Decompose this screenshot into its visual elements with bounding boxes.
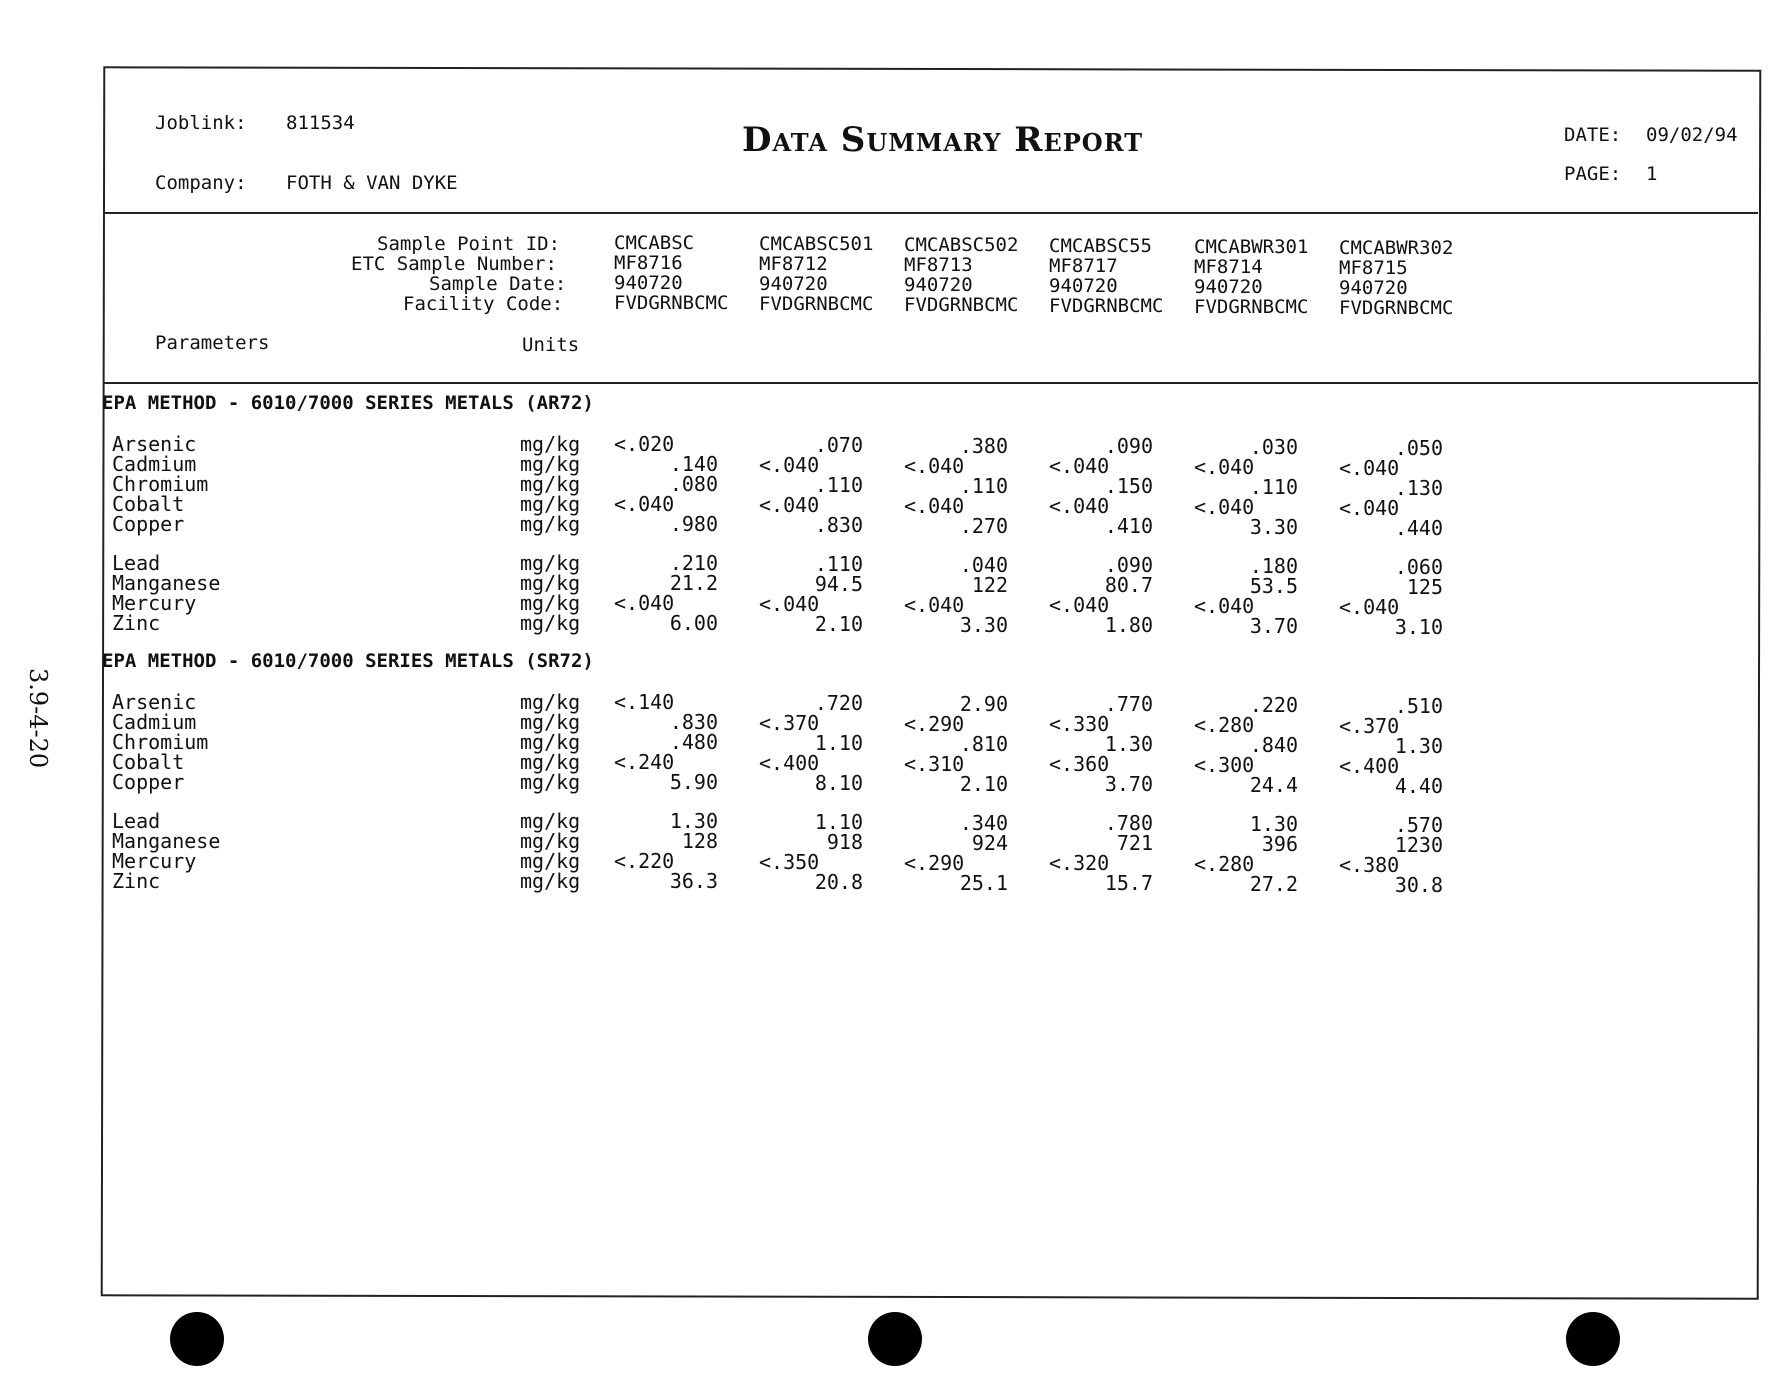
parameter-name: Lead [112,809,161,833]
value-cell: 94.5 [814,571,863,596]
value-cell: .090 [1104,434,1153,459]
value-cell: 3.30 [959,612,1008,637]
value-cell: <.330 [1049,712,1110,737]
sample-point-id: CMCABSC55 [1049,235,1152,257]
value-cell: 24.4 [1249,773,1298,798]
value-cell: 21.2 [669,571,718,595]
value-cell: <.040 [1194,495,1255,520]
value-cell: .770 [1104,692,1153,717]
parameter-unit: mg/kg [520,571,581,595]
column-header-divider [104,382,1758,384]
value-cell: <.040 [1339,456,1400,480]
value-cell: .210 [669,551,718,575]
value-cell: <.300 [1194,753,1255,778]
parameter-unit: mg/kg [520,512,581,536]
value-cell: <.220 [614,849,675,873]
value-cell: <.040 [1049,494,1110,519]
value-cell: 721 [1116,831,1153,856]
value-cell: .090 [1104,553,1153,578]
parameter-unit: mg/kg [520,432,581,456]
value-cell: <.040 [1194,455,1255,480]
value-cell: 1.30 [669,809,718,833]
parameter-unit: mg/kg [520,730,581,754]
sample-etc: MF8717 [1049,255,1118,277]
sample-column-2 [759,234,873,314]
value-cell: 5.90 [669,770,718,794]
parameter-unit: mg/kg [520,770,581,794]
value-cell: 1.10 [814,809,863,834]
value-cell: <.040 [1339,595,1400,619]
sample-date: 940720 [614,272,683,294]
sample-etc: MF8712 [759,253,828,275]
sample-facility: FVDGRNBCMC [1049,295,1164,317]
parameter-unit: mg/kg [520,809,581,833]
value-cell: 4.40 [1394,774,1443,798]
value-cell: .340 [959,810,1008,835]
parameter-name: Zinc [112,869,161,893]
binder-hole-center [868,1312,922,1366]
sample-column-4 [1049,236,1163,316]
parameter-unit: mg/kg [520,611,581,635]
parameter-name: Cadmium [112,710,197,734]
value-cell: <.360 [1049,752,1110,777]
report-title: Data Summary Report [742,120,1144,160]
parameter-name: Cobalt [112,750,185,774]
value-cell: <.280 [1194,852,1255,877]
value-cell: 1.30 [1249,812,1298,837]
value-cell: 25.1 [959,870,1008,895]
company-value: FOTH & VAN DYKE [286,172,458,194]
parameter-unit: mg/kg [520,551,581,575]
parameter-name: Chromium [112,472,209,496]
value-cell: <.040 [614,492,675,516]
value-cell: <.040 [904,592,965,617]
sample-point-id: CMCABWR301 [1194,236,1309,258]
parameter-name: Manganese [112,829,221,853]
header-divider [104,212,1758,214]
value-cell: <.280 [1194,713,1255,738]
parameter-name: Arsenic [112,432,197,456]
value-cell: .140 [669,452,718,476]
value-cell: .810 [959,731,1008,756]
value-cell: 3.10 [1394,615,1443,639]
sample-etc: MF8715 [1339,257,1408,279]
sample-facility: FVDGRNBCMC [759,293,874,315]
sample-facility: FVDGRNBCMC [904,294,1019,316]
sample-column-5 [1194,237,1308,317]
value-cell: 396 [1261,832,1298,857]
value-cell: <.040 [1194,594,1255,619]
value-cell: .060 [1394,555,1443,579]
sample-column-3 [904,235,1018,315]
value-cell: 3.70 [1104,772,1153,797]
units-header: Units [522,334,580,356]
value-cell: <.040 [1049,593,1110,618]
value-cell: 924 [971,830,1008,855]
joblink-value: 811534 [286,112,355,134]
value-cell: .030 [1249,435,1298,460]
binder-hole-right [1566,1312,1620,1366]
value-cell: <.320 [1049,851,1110,876]
parameter-unit: mg/kg [520,690,581,714]
sample-column-6 [1339,238,1453,318]
value-cell: <.040 [614,591,675,615]
value-cell: .480 [669,730,718,754]
value-cell: <.370 [759,710,820,735]
value-cell: <.040 [904,493,965,518]
value-cell: <.040 [1339,496,1400,520]
facility-code-label: Facility Code: [403,293,564,315]
value-cell: 6.00 [669,611,718,635]
value-cell: <.140 [614,690,675,714]
value-cell: .050 [1394,436,1443,460]
value-cell: <.400 [1339,754,1400,778]
sample-point-id: CMCABSC502 [904,234,1019,256]
value-cell: <.040 [759,492,820,517]
value-cell: .080 [669,472,718,496]
value-cell: .570 [1394,813,1443,837]
value-cell: <.380 [1339,853,1400,877]
parameter-unit: mg/kg [520,472,581,496]
parameter-name: Arsenic [112,690,197,714]
value-cell: <.400 [759,750,820,775]
binder-hole-left [170,1312,224,1366]
value-cell: <.040 [759,452,820,477]
parameter-name: Mercury [112,849,197,873]
value-cell: .410 [1104,514,1153,539]
sample-etc: MF8713 [904,254,973,276]
parameter-unit: mg/kg [520,829,581,853]
date-value: 09/02/94 [1646,124,1738,146]
sample-date: 940720 [759,273,828,295]
parameter-name: Zinc [112,611,161,635]
value-cell: <.370 [1339,714,1400,738]
value-cell: 1.10 [814,730,863,755]
value-cell: 2.90 [959,691,1008,716]
value-cell: <.040 [1049,454,1110,479]
joblink-label: Joblink: [155,112,247,134]
sample-point-id: CMCABWR302 [1339,237,1454,259]
value-cell: .510 [1394,694,1443,718]
company-label: Company: [155,172,247,194]
value-cell: 20.8 [814,869,863,894]
value-cell: .980 [669,512,718,536]
value-cell: 3.70 [1249,614,1298,639]
value-cell: .130 [1394,476,1443,500]
sample-date: 940720 [904,274,973,296]
value-cell: .840 [1249,733,1298,758]
value-cell: .780 [1104,811,1153,836]
value-cell: 36.3 [669,869,718,893]
parameter-name: Copper [112,512,185,536]
parameter-name: Chromium [112,730,209,754]
value-cell: <.350 [759,849,820,874]
value-cell: <.020 [614,432,675,456]
value-cell: <.240 [614,750,675,774]
value-cell: 128 [681,829,718,853]
parameter-unit: mg/kg [520,452,581,476]
value-cell: 1230 [1394,833,1443,857]
value-cell: .270 [959,513,1008,538]
value-cell: 2.10 [959,771,1008,796]
parameter-unit: mg/kg [520,869,581,893]
parameter-name: Cadmium [112,452,197,476]
value-cell: 53.5 [1249,574,1298,599]
value-cell: .110 [1249,475,1298,500]
margin-note: 3.9-4-20 [24,668,52,769]
parameter-unit: mg/kg [520,849,581,873]
value-cell: .110 [959,473,1008,498]
value-cell: .440 [1394,516,1443,540]
value-cell: .830 [814,512,863,537]
parameter-name: Mercury [112,591,197,615]
parameter-name: Manganese [112,571,221,595]
value-cell: <.040 [904,453,965,478]
page-value: 1 [1646,163,1658,185]
value-cell: <.040 [759,591,820,616]
parameter-unit: mg/kg [520,591,581,615]
value-cell: <.290 [904,711,965,736]
page-label: PAGE: [1564,163,1622,185]
sample-facility: FVDGRNBCMC [1339,297,1454,319]
sample-etc: MF8714 [1194,256,1263,278]
sample-point-id: CMCABSC [614,232,695,254]
sample-point-id: CMCABSC501 [759,233,874,255]
date-label: DATE: [1564,124,1622,146]
section-title: EPA METHOD - 6010/7000 SERIES METALS (AR72) [102,392,594,414]
value-cell: 30.8 [1394,873,1443,897]
parameter-name: Cobalt [112,492,185,516]
value-cell: .110 [814,551,863,576]
value-cell: .040 [959,552,1008,577]
value-cell: 122 [971,572,1008,597]
sample-date: 940720 [1049,275,1118,297]
value-cell: .720 [814,690,863,715]
value-cell: 1.80 [1104,613,1153,638]
value-cell: 2.10 [814,611,863,636]
parameter-unit: mg/kg [520,710,581,734]
value-cell: 1.30 [1104,732,1153,757]
value-cell: 918 [826,829,863,854]
sample-date-label: Sample Date: [429,273,567,295]
value-cell: .180 [1249,554,1298,579]
value-cell: <.290 [904,850,965,875]
sample-etc: MF8716 [614,252,683,274]
value-cell: 8.10 [814,770,863,795]
value-cell: .150 [1104,474,1153,499]
parameter-name: Lead [112,551,161,575]
value-cell: 27.2 [1249,872,1298,897]
value-cell: 15.7 [1104,871,1153,896]
value-cell: .380 [959,433,1008,458]
sample-point-id-label: Sample Point ID: [377,233,561,255]
sample-facility: FVDGRNBCMC [1194,296,1309,318]
sample-column-1 [614,233,728,313]
sample-date: 940720 [1339,277,1408,299]
sample-facility: FVDGRNBCMC [614,292,729,314]
parameters-header: Parameters [155,332,270,354]
value-cell: .070 [814,432,863,457]
value-cell: 1.30 [1394,734,1443,758]
parameter-unit: mg/kg [520,750,581,774]
value-cell: 80.7 [1104,573,1153,598]
section-title: EPA METHOD - 6010/7000 SERIES METALS (SR72) [102,650,594,672]
parameter-unit: mg/kg [520,492,581,516]
value-cell: .110 [814,472,863,497]
value-cell: <.310 [904,751,965,776]
value-cell: 125 [1406,575,1443,599]
value-cell: .830 [669,710,718,734]
sample-date: 940720 [1194,276,1263,298]
etc-sample-number-label: ETC Sample Number: [351,253,557,275]
parameter-name: Copper [112,770,185,794]
value-cell: 3.30 [1249,515,1298,540]
value-cell: .220 [1249,693,1298,718]
